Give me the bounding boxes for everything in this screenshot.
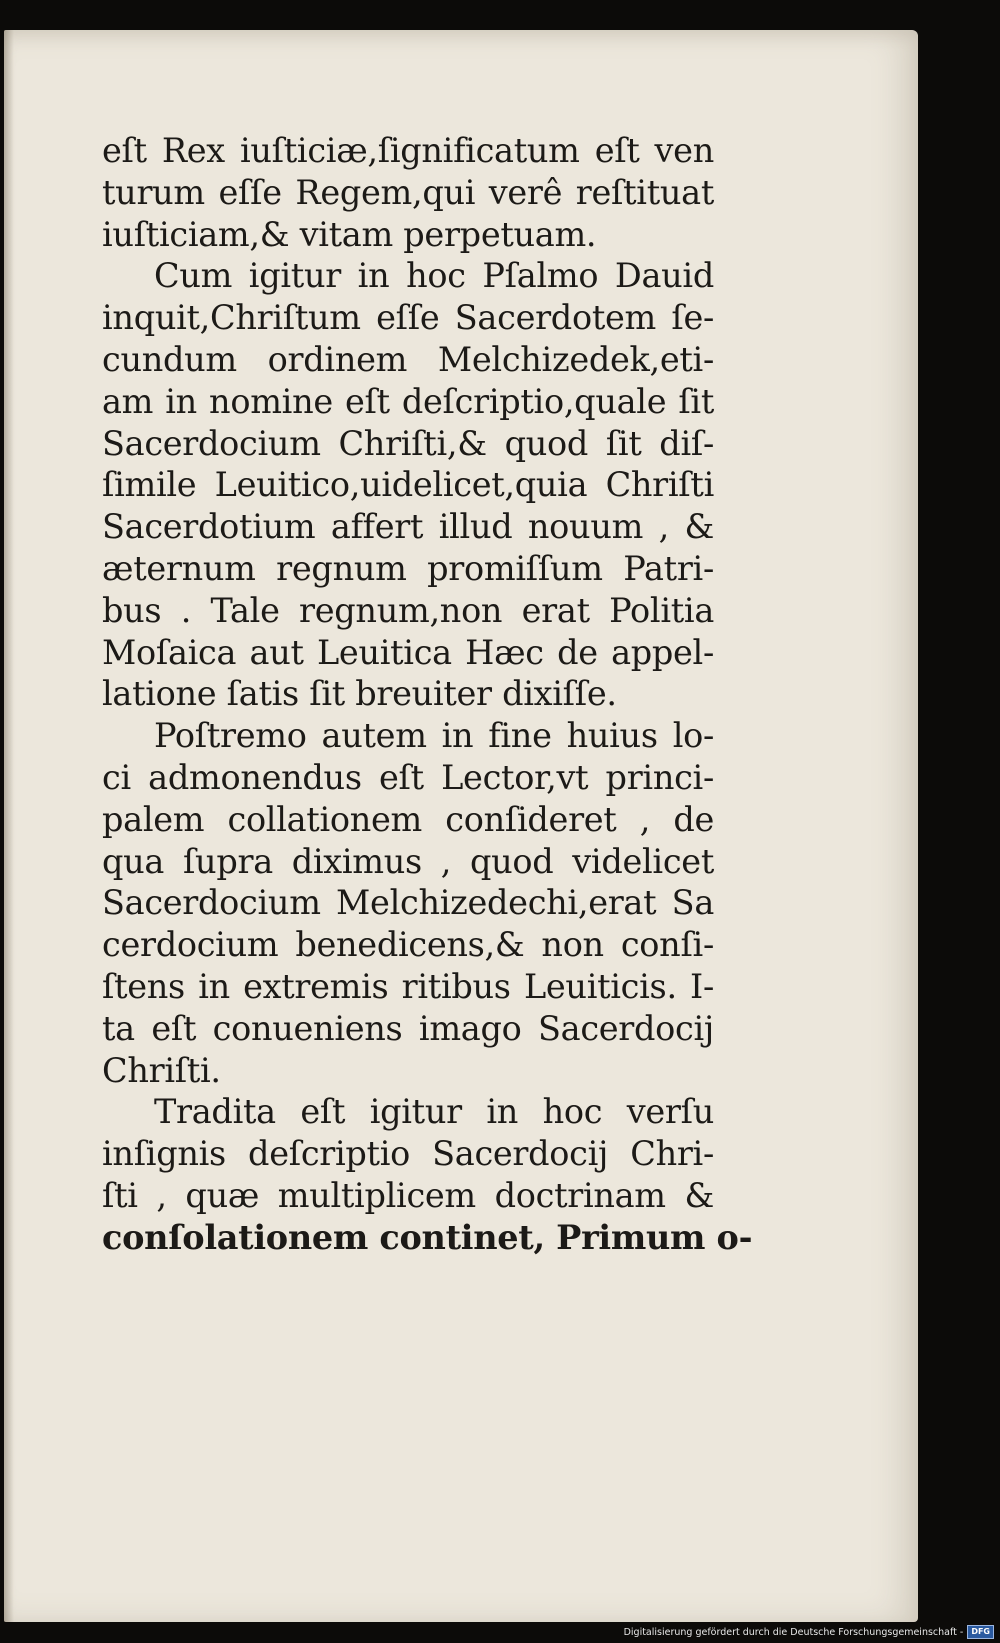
text-line: Sacerdocium Melchizedechi,erat Sa	[102, 883, 714, 923]
text-line: turum eſſe Regem,qui verê reſtituat	[102, 172, 714, 212]
text-line: am in nomine eſt deſcriptio,quale ſit	[102, 381, 714, 421]
text-line: palem collationem conſideret , de	[102, 799, 714, 839]
page-text-block	[102, 130, 753, 1259]
text-line: Cum igitur in hoc Pſalmo Dauid	[154, 256, 714, 296]
credit-text: Digitalisierung gefördert durch die Deutsche Forschungsgemeinschaft -	[623, 1626, 964, 1638]
text-line: Sacerdocium Chriſti,& quod ſit diſ-	[102, 423, 714, 463]
text-line: cundum ordinem Melchizedek,eti-	[102, 339, 714, 379]
page-gutter-shadow	[4, 30, 14, 1622]
book-page	[4, 30, 918, 1622]
text-line: inſignis deſcriptio Sacerdocij Chri-	[102, 1134, 714, 1174]
text-line: Poſtremo autem in fine huius lo-	[154, 716, 714, 756]
text-line: latione ſatis ſit breuiter dixiſſe.	[102, 674, 617, 714]
text-line: ſimile Leuitico,uidelicet,quia Chriſti	[102, 465, 714, 505]
text-line: ci admonendus eſt Lector,vt princi-	[102, 757, 714, 797]
text-line: ſtens in extremis ritibus Leuiticis. I-	[102, 966, 714, 1006]
digitization-credit	[624, 1625, 994, 1639]
text-line: eſt Rex iuſticiæ,ſignificatum eſt ven	[102, 131, 714, 170]
text-line: æternum regnum promiſſum Patri-	[102, 548, 714, 588]
text-line: ſti , quæ multiplicem doctrinam &	[102, 1175, 714, 1215]
dfg-logo: DFG	[967, 1625, 994, 1639]
text-line: inquit,Chriſtum eſſe Sacerdotem ſe-	[102, 298, 714, 338]
text-line: Tradita eſt igitur in hoc verſu	[154, 1092, 714, 1132]
text-line: cerdocium benedicens,& non conſi-	[102, 925, 714, 965]
text-line: iuſticiam,& vitam perpetuam.	[102, 214, 597, 254]
text-line: Moſaica aut Leuitica Hæc de appel-	[102, 632, 714, 672]
text-line: conſolationem continet, Primum o-	[102, 1217, 753, 1257]
text-line: qua ſupra diximus , quod videlicet	[102, 841, 714, 881]
text-line: Chriſti.	[102, 1050, 221, 1090]
text-line: bus . Tale regnum,non erat Politia	[102, 590, 714, 630]
text-line: ta eſt conueniens imago Sacerdocij	[102, 1008, 714, 1048]
text-line: Sacerdotium affert illud nouum , &	[102, 507, 714, 547]
